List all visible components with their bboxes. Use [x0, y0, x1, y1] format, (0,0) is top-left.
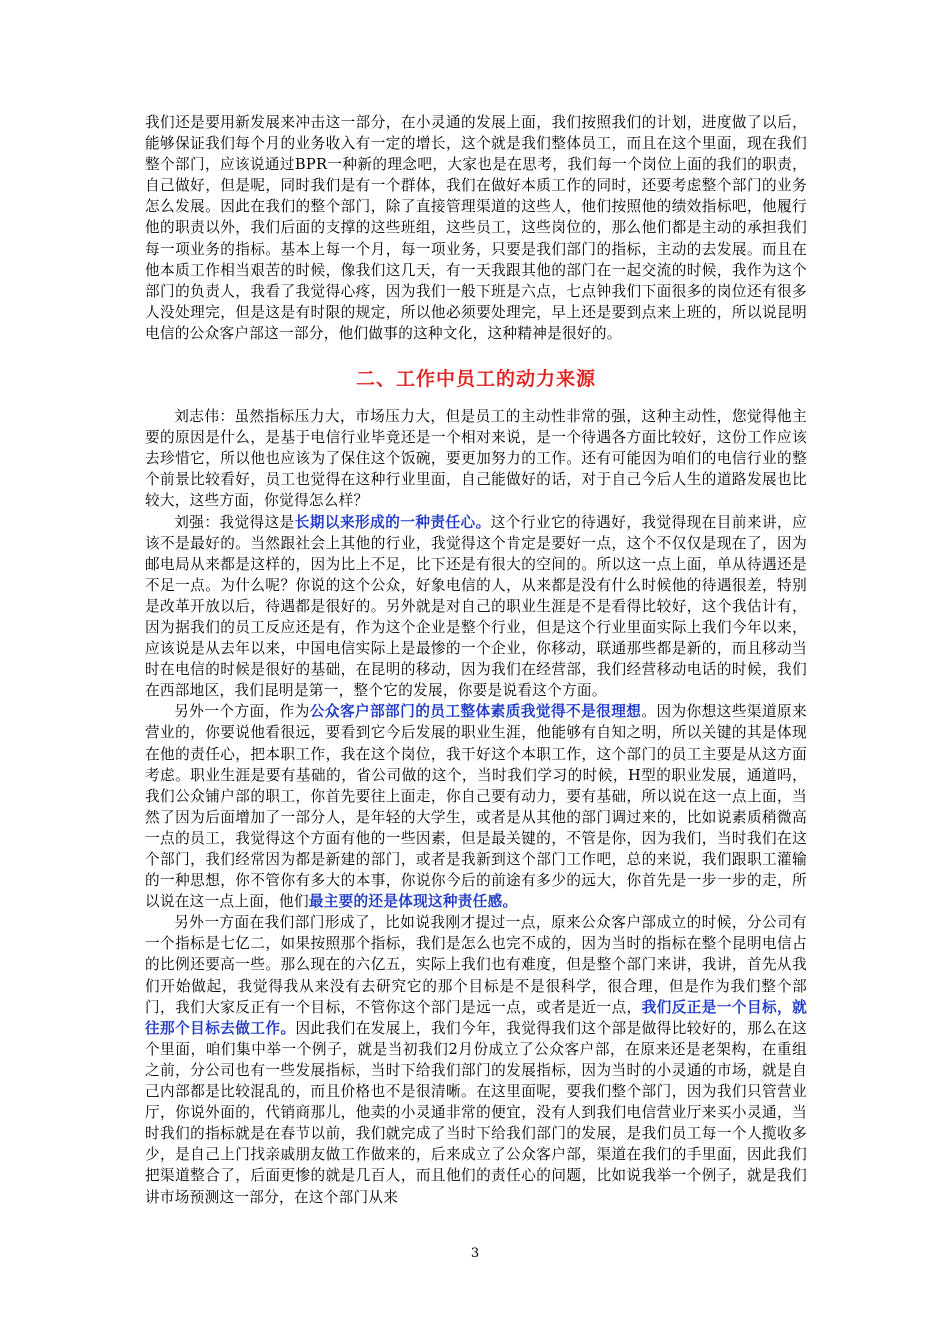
highlight-one-target: 我们反正是一个目标，就往那个目标去做工作。 [145, 998, 807, 1037]
page-number: 3 [470, 1246, 480, 1261]
highlight-sense-of-responsibility: 最主要的还是体现这种责任感。 [308, 893, 518, 911]
paragraph-answer-3 [145, 912, 807, 1207]
highlight-staff-quality: 公众客户部部门的员工整体素质我觉得不是很理想 [309, 703, 642, 721]
paragraph-question: 刘志伟：虽然指标压力大，市场压力大，但是员工的主动性非常的强，这种主动性，您觉得他主要的原因是什么，是基于电信行业毕竟还是一个相对来说，是一个待遇各方面比较好，这份工作应该去珍惜它，所以他也应该为了保住这个饭碗，要更加努力的工作。还有可能因为咱们的电信行业的整个前景比较看好，员工也觉得在这种行业里面，自己能做好的话，对于自己今后人生的道路发展也比较大，这些方面，你觉得怎么样？ [145, 408, 807, 510]
paragraph-answer-2 [145, 701, 807, 912]
text-run: 另外一个方面，作为 [174, 703, 310, 721]
text-run: 刘强：我觉得这是 [174, 513, 295, 531]
text-run: 因此我们在发展上，我们今年，我觉得我们这个部是做得比较好的，那么在这个里面，咱们集中举一个例子，就是当初我们2月份成立了公众客户部，在原来还是老架构，在重组之前，分公司也有一些发展指标，当时下给我们部门的发展指标，因为当时的小灵通的市场，就是自己内部都是比较混乱的，而且价格也不是很清晰。在这里面呢，要我们整个部门，因为我们只管营业厅，你说外面的，代销商那儿，他卖的小灵通非常的便宜，没有人到我们电信营业厅来买小灵通，当时我们的指标就是在春节以前，我们就完成了当时下给我们部门的发展，是我们员工每一个人揽收多少，是自己上门找亲戚朋友做工作做来的，后来成立了公众客户部，渠道在我们的手里面，因此我们把渠道整合了，后面更惨的就是几百人，而且他们的责任心的问题，比如说我举一个例子，就是我们讲市场预测这一部分，在这个部门从来 [145, 1019, 807, 1206]
highlight-responsibility: 长期以来形成的一种责任心。 [294, 513, 491, 531]
text-run: 。因为你想这些渠道原来营业的，你要说他看很远，要看到它今后发展的职业生涯，他能够有自知之明，所以关键的其是体现在他的责任心，把本职工作，我在这个岗位，我干好这个本职工作，这个部门的员工主要是从这方面考虑。职业生涯是要有基础的，省公司做的这个，当时我们学习的时候，H型的职业发展，通道吗，我们公众铺户部的职工，你首先要往上面走，你自己要有动力，要有基础，所以说在这一点上面，当然了因为后面增加了一部分人，是年轻的大学生，或者是从其他的部门调过来的，比如说素质稍微高一点的员工，我觉得这个方面有他的一些因素，但是最关键的，不管是你，因为我们，当时我们在这个部门，我们经常因为都是新建的部门，或者是我新到这个部门工作吧，总的来说，我们跟职工灌输的一种思想，你不管你有多大的本事，你说你今后的前途有多少的远大，你首先是一步一步的走，所以说在这一点上面，他们 [145, 703, 807, 911]
text-run: 另外一方面在我们部门形成了，比如说我刚才提过一点，原来公众客户部成立的时候，分公司有一个指标是七亿二，如果按照那个指标，我们是怎么也完不成的，因为当时的指标在整个昆明电信占的比例还要高一些。那么现在的六亿五，实际上我们也有难度，但是整个部门来讲，我讲，首先从我们开始做起，我觉得我从来没有去研究它的那个目标是不是很科学，很合理，但是作为我们整个部门，我们大家反正有一个目标，不管你这个部门是远一点，或者是近一点， [145, 914, 807, 1016]
text-run: 这个行业它的待遇好，我觉得现在目前来讲，应该不是最好的。当然跟社会上其他的行业，我觉得这个肯定是要好一点，这个不仅仅是现在了，因为邮电局从来都是这样的，因为比上不足，比下还是有很大的空间的。所以这一点上面，单从待遇还是不足一点。为什么呢？你说的这个公众，好象电信的人，从来都是没有什么时候他的待遇很差，特别是改革开放以后，待遇都是很好的。另外就是对自己的职业生涯是不是看得比较好，这个我估计有，因为据我们的员工反应还是有，作为这个企业是整个行业，但是这个行业里面实际上我们今年以来，应该说是从去年以来，中国电信实际上是最惨的一个企业，你移动，联通那些都是新的，而且移动当时在电信的时候是很好的基础，在昆明的移动，因为我们在经营部，我们经营移动电话的时候，我们在西部地区，我们昆明是第一，整个它的发展，你要是说看这个方面。 [145, 513, 807, 700]
paragraph-1: 我们还是要用新发展来冲击这一部分，在小灵通的发展上面，我们按照我们的计划，进度做了以后，能够保证我们每个月的业务收入有一定的增长，这个就是我们整体员工，而且在这个里面，现在我们整个部门，应该说通过BPR一种新的理念吧，大家也是在思考，我们每一个岗位上面的我们的职责，自己做好，但是呢，同时我们是有一个群体，我们在做好本质工作的同时，还要考虑整个部门的业务怎么发展。因此在我们的整个部门，除了直接管理渠道的这些人，他们按照他的绩效指标吧，他履行他的职责以外，我们后面的支撑的这些班组，这些员工，这些岗位的，那么他们都是主动的承担我们每一项业务的指标。基本上每一个月，每一项业务，只要是我们部门的指标，主动的去发展。而且在他本质工作相当艰苦的时候，像我们这几天，有一天我跟其他的部门在一起交流的时候，我作为这个部门的负责人，我看了我觉得心疼，因为我们一般下班是六点，七点钟我们下面很多的岗位还有很多人没处理完，但是这是有时限的规定，所以他必须要处理完，早上还是要到点来上班的，所以说昆明电信的公众客户部这一部分，他们做事的这种文化，这种精神是很好的。 [145, 114, 807, 342]
document-page [145, 112, 807, 1208]
section-heading: 二、工作中员工的动力来源 [355, 368, 596, 391]
paragraph-answer-1 [145, 512, 807, 702]
